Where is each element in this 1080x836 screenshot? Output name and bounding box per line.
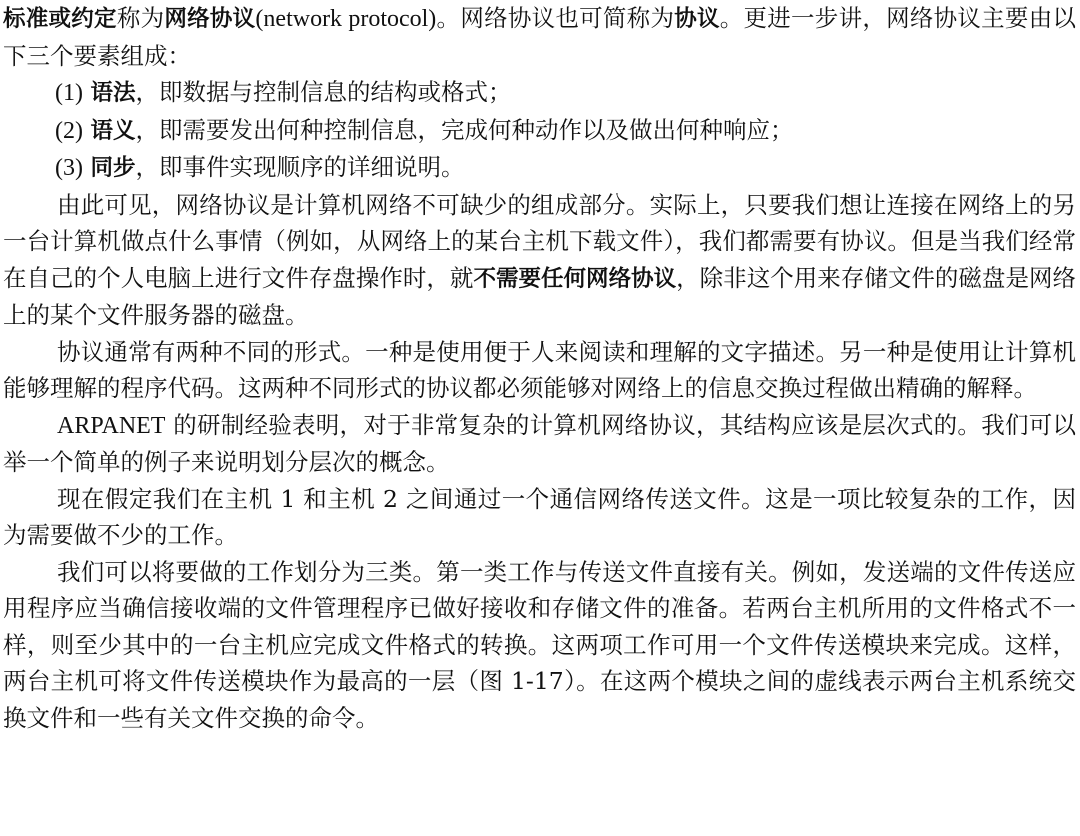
text-segment: 。更进一步讲，网络协议主要由以下三个要素组成： [3,4,1076,70]
list-number: (3) [55,155,83,181]
text-segment: 称为 [116,4,165,32]
arpanet-term: ARPANET [57,412,166,439]
paragraph-three-categories: 我们可以将要做的工作划分为三类。第一类工作与传送文件直接有关。例如，发送端的文件传送应用程序应当确信接收端的文件管理程序已做好接收和存储文件的准备。若两台主机所用的文件格式不一样，则至少其中的一台主机应完成文件格式的转换。这两项工作可用一个文件传送模块来完成。这样，两台主机可将文件传送模块作为最高的一层（图 1-17）。在这两个模块之间的虚线表示两台主机系统交换文件和一些有关文件交换的命令。 [3,557,1076,732]
english-term: (network protocol) [255,6,437,32]
text-segment: 由此可见，网络协议是计算机网络不可缺少的组成部分。实际上，只要我们想让连接在网络上的另一台计算机做点什么事情（例如，从网络上的某台主机下载文件），我们都需要有协议。但是当我们经常在自己的个人电脑上进行文件存盘操作时，就 [3,190,1076,292]
list-term: 语法 [90,80,136,106]
term-no-protocol-needed: 不需要任何网络协议 [473,265,677,292]
list-term: 语义 [90,117,136,144]
term-network-protocol: 网络协议 [164,6,256,32]
paragraph-protocol-necessity [3,187,1076,334]
list-text: ，即需要发出何种控制信息，完成何种动作以及做出何种响应； [135,115,794,144]
list-number: (1) [55,80,83,106]
paragraph-protocol-forms: 协议通常有两种不同的形式。一种是使用便于人来阅读和理解的文字描述。另一种是使用让计算机能够理解的程序代码。这两种不同形式的协议都必须能够对网络上的信息交换过程做出精确的解释。 [3,337,1076,402]
text-segment: 的研制经验表明，对于非常复杂的计算机网络协议，其结构应该是层次式的。我们可以举一个简单的例子来说明划分层次的概念。 [3,410,1076,476]
list-text: ，即事件实现顺序的详细说明。 [135,153,465,181]
text-segment: ，除非这个用来存储文件的磁盘是网络上的某个文件服务器的磁盘。 [3,263,1076,329]
paragraph-file-transfer-example: 现在假定我们在主机 1 和主机 2 之间通过一个通信网络传送文件。这是一项比较复杂的工作，因为需要做不少的工作。 [3,484,1076,549]
list-term: 同步 [90,155,136,181]
list-number: (2) [55,117,83,144]
list-item-syntax [3,74,1076,112]
list-text: ，即数据与控制信息的结构或格式； [135,78,512,106]
term-protocol: 协议 [674,6,720,32]
text-segment: 。网络协议也可简称为 [436,4,675,32]
term-standard-or-convention: 标准或约定 [3,6,117,32]
list-item-synchronization [3,149,1076,187]
list-item-semantics [3,112,1076,150]
paragraph-arpanet [3,407,1076,481]
paragraph-protocol-definition [3,0,1076,74]
